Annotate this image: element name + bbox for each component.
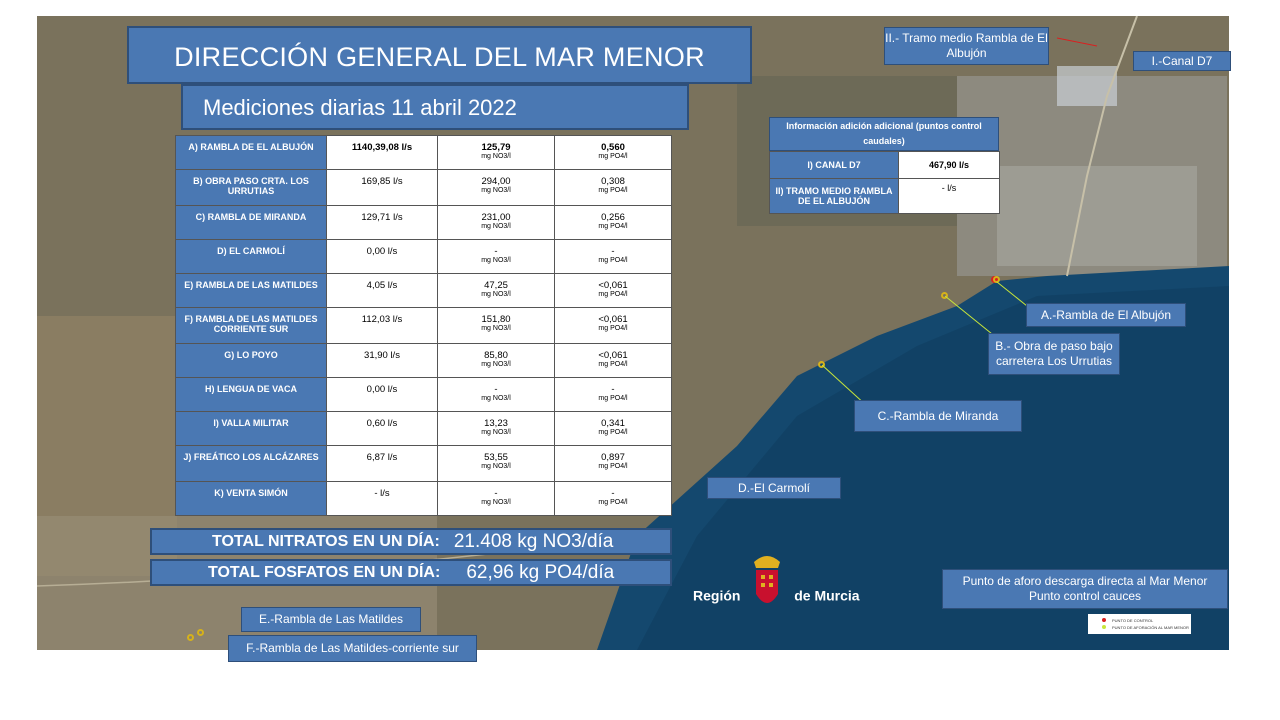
no3-unit: mg NO3/l — [481, 187, 511, 194]
measurements-table — [175, 135, 672, 516]
no3-unit: mg NO3/l — [481, 291, 511, 298]
measurement-po4 — [555, 412, 672, 446]
measurement-name: B) OBRA PASO CRTA. LOS URRUTIAS — [176, 170, 327, 206]
no3-value: 125,79 — [481, 142, 511, 153]
po4-value: 0,560 — [601, 142, 625, 153]
region-logo — [693, 572, 860, 622]
measurement-row — [176, 206, 672, 240]
measurement-po4 — [555, 482, 672, 516]
legend-small-1: PUNTO DE CONTROL — [1112, 618, 1154, 623]
measurement-no3 — [438, 482, 555, 516]
measurement-name: A) RAMBLA DE EL ALBUJÓN — [176, 136, 327, 170]
measurement-row — [176, 446, 672, 482]
measurement-name: I) VALLA MILITAR — [176, 412, 327, 446]
no3-value: 231,00 — [481, 212, 511, 223]
measurement-po4 — [555, 378, 672, 412]
no3-unit: mg NO3/l — [481, 325, 511, 332]
measurement-no3 — [438, 344, 555, 378]
po4-value: - — [611, 384, 615, 395]
info-row — [770, 179, 1000, 214]
measurement-no3 — [438, 240, 555, 274]
page-title: DIRECCIÓN GENERAL DEL MAR MENOR — [127, 26, 752, 84]
measurement-no3 — [438, 170, 555, 206]
info-row-name: I) CANAL D7 — [770, 152, 899, 179]
measurement-row — [176, 136, 672, 170]
legend-box — [942, 569, 1228, 609]
measurement-no3 — [438, 308, 555, 344]
no3-unit: mg NO3/l — [481, 429, 511, 436]
po4-value: - — [611, 488, 615, 499]
po4-unit: mg PO4/l — [598, 499, 628, 506]
measurement-row — [176, 274, 672, 308]
measurement-flow: 4,05 l/s — [327, 274, 438, 308]
total-phosphates-label: TOTAL FOSFATOS EN UN DÍA: — [208, 563, 441, 581]
label-e: E.-Rambla de Las Matildes — [241, 607, 421, 632]
legend-small-2: PUNTO DE AFORACIÓN AL MAR MENOR — [1112, 625, 1189, 630]
measurement-flow: 129,71 l/s — [327, 206, 438, 240]
measurement-no3 — [438, 378, 555, 412]
po4-value: 0,897 — [601, 452, 625, 463]
po4-value: <0,061 — [598, 350, 628, 361]
no3-unit: mg NO3/l — [481, 499, 511, 506]
label-b: B.- Obra de paso bajo carretera Los Urrutias — [988, 333, 1120, 375]
info-row-value: 467,90 l/s — [899, 152, 1000, 179]
logo-text-right: de Murcia — [794, 587, 860, 604]
label-c: C.-Rambla de Miranda — [854, 400, 1022, 432]
measurement-row — [176, 378, 672, 412]
no3-value: - — [494, 384, 498, 395]
po4-unit: mg PO4/l — [598, 325, 628, 332]
measurement-name: H) LENGUA DE VACA — [176, 378, 327, 412]
measurement-po4 — [555, 274, 672, 308]
po4-unit: mg PO4/l — [598, 187, 628, 194]
map-legend-small — [1088, 614, 1191, 634]
po4-value: - — [611, 246, 615, 257]
marker-e[interactable] — [197, 629, 204, 636]
no3-unit: mg NO3/l — [481, 463, 511, 470]
info-row-name: II) TRAMO MEDIO RAMBLA DE EL ALBUJÓN — [770, 179, 899, 214]
no3-unit: mg NO3/l — [481, 395, 511, 402]
legend-text-2: Punto control cauces — [1028, 589, 1142, 603]
murcia-crest-icon — [750, 570, 784, 620]
measurement-name: G) LO POYO — [176, 344, 327, 378]
measurement-po4 — [555, 308, 672, 344]
total-phosphates-value: 62,96 kg PO4/día — [466, 561, 615, 583]
measurement-name: E) RAMBLA DE LAS MATILDES — [176, 274, 327, 308]
po4-unit: mg PO4/l — [598, 223, 628, 230]
info-row-value: - l/s — [899, 179, 1000, 214]
po4-value: <0,061 — [598, 314, 628, 325]
measurement-name: C) RAMBLA DE MIRANDA — [176, 206, 327, 240]
no3-value: 53,55 — [484, 452, 508, 463]
measurement-flow: - l/s — [327, 482, 438, 516]
po4-value: 0,341 — [601, 418, 625, 429]
info-title: Información adición adicional (puntos control caudales) — [769, 117, 999, 151]
po4-unit: mg PO4/l — [598, 463, 628, 470]
measurement-row — [176, 482, 672, 516]
measurement-flow: 31,90 l/s — [327, 344, 438, 378]
po4-unit: mg PO4/l — [598, 257, 628, 264]
measurement-flow: 0,00 l/s — [327, 378, 438, 412]
total-nitrates-label: TOTAL NITRATOS EN UN DÍA: — [212, 532, 440, 550]
po4-value: <0,061 — [598, 280, 628, 291]
measurement-row — [176, 344, 672, 378]
measurement-flow: 0,00 l/s — [327, 240, 438, 274]
label-f: F.-Rambla de Las Matildes-corriente sur — [228, 635, 477, 662]
measurement-po4 — [555, 446, 672, 482]
no3-value: 151,80 — [481, 314, 511, 325]
label-tramo-medio: II.- Tramo medio Rambla de El Albujón — [884, 27, 1049, 65]
info-row — [770, 152, 1000, 179]
measurement-row — [176, 240, 672, 274]
legend-text-1: Punto de aforo descarga directa al Mar Menor — [962, 574, 1208, 588]
legend-red-dot — [1102, 618, 1106, 622]
measurement-name: D) EL CARMOLÍ — [176, 240, 327, 274]
po4-unit: mg PO4/l — [598, 361, 628, 368]
logo-text-left: Región — [693, 587, 741, 604]
measurement-row — [176, 170, 672, 206]
measurement-no3 — [438, 136, 555, 170]
measurement-name: F) RAMBLA DE LAS MATILDES CORRIENTE SUR — [176, 308, 327, 344]
measurement-po4 — [555, 344, 672, 378]
measurement-flow: 0,60 l/s — [327, 412, 438, 446]
no3-value: 85,80 — [484, 350, 508, 361]
measurement-row — [176, 308, 672, 344]
no3-value: 47,25 — [484, 280, 508, 291]
total-nitrates-value: 21.408 kg NO3/día — [453, 530, 614, 552]
info-table — [769, 151, 1000, 214]
measurement-no3 — [438, 446, 555, 482]
po4-unit: mg PO4/l — [598, 153, 628, 160]
page-subtitle: Mediciones diarias 11 abril 2022 — [181, 84, 689, 130]
marker-c[interactable] — [818, 361, 825, 368]
no3-unit: mg NO3/l — [481, 361, 511, 368]
total-phosphates — [150, 559, 672, 586]
measurement-name: J) FREÁTICO LOS ALCÁZARES — [176, 446, 327, 482]
po4-value: 0,308 — [601, 176, 625, 187]
marker-a[interactable] — [993, 276, 1000, 283]
measurement-name: K) VENTA SIMÓN — [176, 482, 327, 516]
po4-value: 0,256 — [601, 212, 625, 223]
no3-value: - — [494, 246, 498, 257]
measurement-flow: 6,87 l/s — [327, 446, 438, 482]
label-a: A.-Rambla de El Albujón — [1026, 303, 1186, 327]
measurement-po4 — [555, 170, 672, 206]
no3-value: - — [494, 488, 498, 499]
measurement-po4 — [555, 240, 672, 274]
no3-unit: mg NO3/l — [481, 153, 511, 160]
po4-unit: mg PO4/l — [598, 429, 628, 436]
marker-b[interactable] — [941, 292, 948, 299]
measurement-no3 — [438, 274, 555, 308]
po4-unit: mg PO4/l — [598, 395, 628, 402]
marker-f[interactable] — [187, 634, 194, 641]
no3-unit: mg NO3/l — [481, 257, 511, 264]
measurement-no3 — [438, 206, 555, 240]
measurement-flow: 112,03 l/s — [327, 308, 438, 344]
legend-yellow-dot — [1102, 625, 1106, 629]
measurement-no3 — [438, 412, 555, 446]
no3-value: 13,23 — [484, 418, 508, 429]
label-d: D.-El Carmolí — [707, 477, 841, 499]
total-nitrates — [150, 528, 672, 555]
measurement-row — [176, 412, 672, 446]
label-canal-d7: I.-Canal D7 — [1133, 51, 1231, 71]
measurement-po4 — [555, 206, 672, 240]
measurement-po4 — [555, 136, 672, 170]
no3-unit: mg NO3/l — [481, 223, 511, 230]
measurement-flow: 169,85 l/s — [327, 170, 438, 206]
po4-unit: mg PO4/l — [598, 291, 628, 298]
measurement-flow: 1140,39,08 l/s — [327, 136, 438, 170]
no3-value: 294,00 — [481, 176, 511, 187]
